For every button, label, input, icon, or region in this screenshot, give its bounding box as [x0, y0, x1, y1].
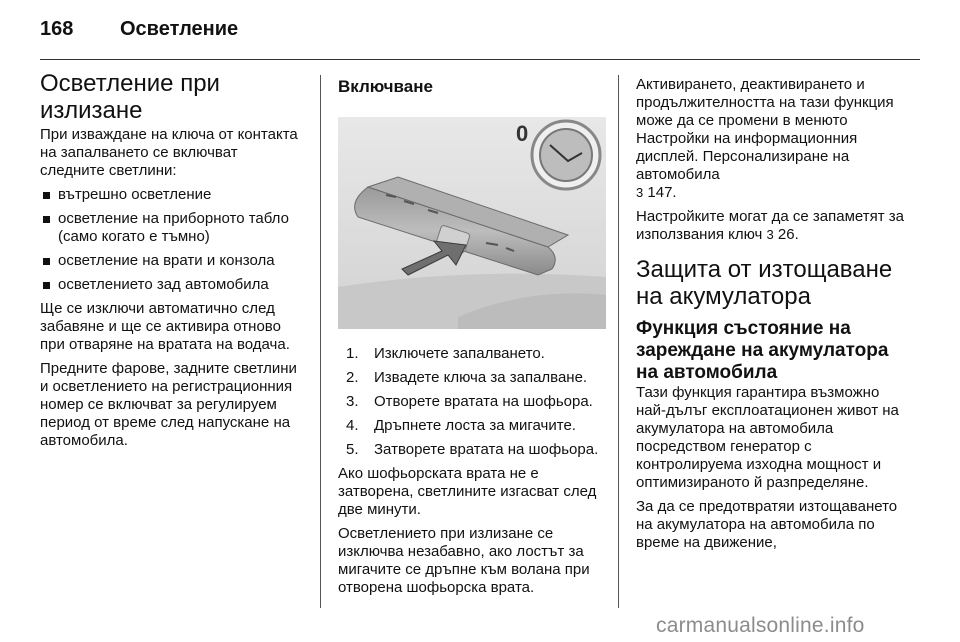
auto-off-paragraph: Ще се изключи автоматично след забавяне и ще се активира отново при отваряне на вратата на водача.	[40, 300, 290, 353]
section-heading-exit-lighting: Осветление при излизане	[40, 70, 220, 124]
column-divider-1	[320, 75, 321, 608]
intro-paragraph: При изваждане на ключа от контакта на запалването се включват следните светлини:	[40, 126, 298, 179]
key-memory-paragraph: Настройките могат да се запаметят за използвания ключ 3 26.	[636, 208, 904, 243]
list-item: осветлението зад автомобила	[40, 276, 305, 294]
bullet-square-icon	[43, 282, 50, 289]
illustration-label: 0	[516, 121, 529, 146]
door-open-paragraph: Ако шофьорската врата не е затворена, светлините изгасват след две минути.	[338, 465, 597, 518]
list-item: вътрешно осветление	[40, 186, 305, 204]
column-3	[636, 76, 906, 558]
lights-duration-paragraph: Предните фарове, задните светлини и осветлението на регистрационния номер се включват за регулируем период от време след напускане на автомобила.	[40, 360, 297, 449]
page-reference-icon: 3	[766, 227, 774, 242]
turn-signal-lever-illustration	[338, 117, 606, 329]
section-heading-activation: Включване	[338, 77, 433, 96]
section-heading-battery-protection: Защита от изтощаване на акумулатора	[636, 256, 893, 310]
immediate-off-paragraph: Осветлението при излизане се изключва незабавно, ако лостът за мигачите се дръпне към волана при отворена шофьорска врата.	[338, 525, 590, 596]
battery-function-paragraph: Тази функция гарантира възможно най-дълъг експлоатационен живот на акумулатора на автомобила посредством генератор с контролируема изходна мощност и оптимизираното й разпределяне.	[636, 384, 899, 491]
activation-steps	[338, 345, 606, 459]
subheading-battery-charge: Функция състояние на зареждане на акумулатора на автомобила	[636, 318, 889, 383]
column-divider-2	[618, 75, 619, 608]
list-item: осветление на врати и конзола	[40, 252, 305, 270]
page-reference-icon: 3	[636, 185, 644, 200]
column-2	[338, 76, 606, 603]
running-title: Осветление	[120, 18, 239, 40]
list-item: 4. Дръпнете лоста за мигачите.	[346, 417, 576, 434]
light-list	[40, 186, 305, 294]
column-1	[40, 70, 305, 456]
bullet-square-icon	[43, 192, 50, 199]
page-reference: 26.	[777, 226, 799, 243]
page-reference: 147.	[647, 184, 677, 201]
battery-drive-paragraph: За да се предотвратяи изтощаването на акумулатора на автомобила по време на движение,	[636, 498, 898, 551]
list-item: осветление на приборното табло (само когато е тъмно)	[40, 210, 305, 246]
list-item: 2. Извадете ключа за запалване.	[346, 369, 588, 386]
list-item: 5. Затворете вратата на шофьора.	[346, 441, 599, 458]
bullet-square-icon	[43, 216, 50, 223]
bullet-square-icon	[43, 258, 50, 265]
page-header	[40, 12, 920, 52]
list-item: 3. Отворете вратата на шофьора.	[346, 393, 593, 410]
watermark: carmanualsonline.info	[656, 614, 865, 637]
settings-paragraph: Активирането, деактивирането и продължителността на тази функция може да се промени в менюто Настройки на информационния дисплей. Персонализиране на автомобила 3 147.	[636, 76, 894, 201]
list-item: 1. Изключете запалването.	[346, 345, 545, 362]
header-rule	[40, 59, 920, 60]
page-number: 168	[40, 18, 74, 40]
